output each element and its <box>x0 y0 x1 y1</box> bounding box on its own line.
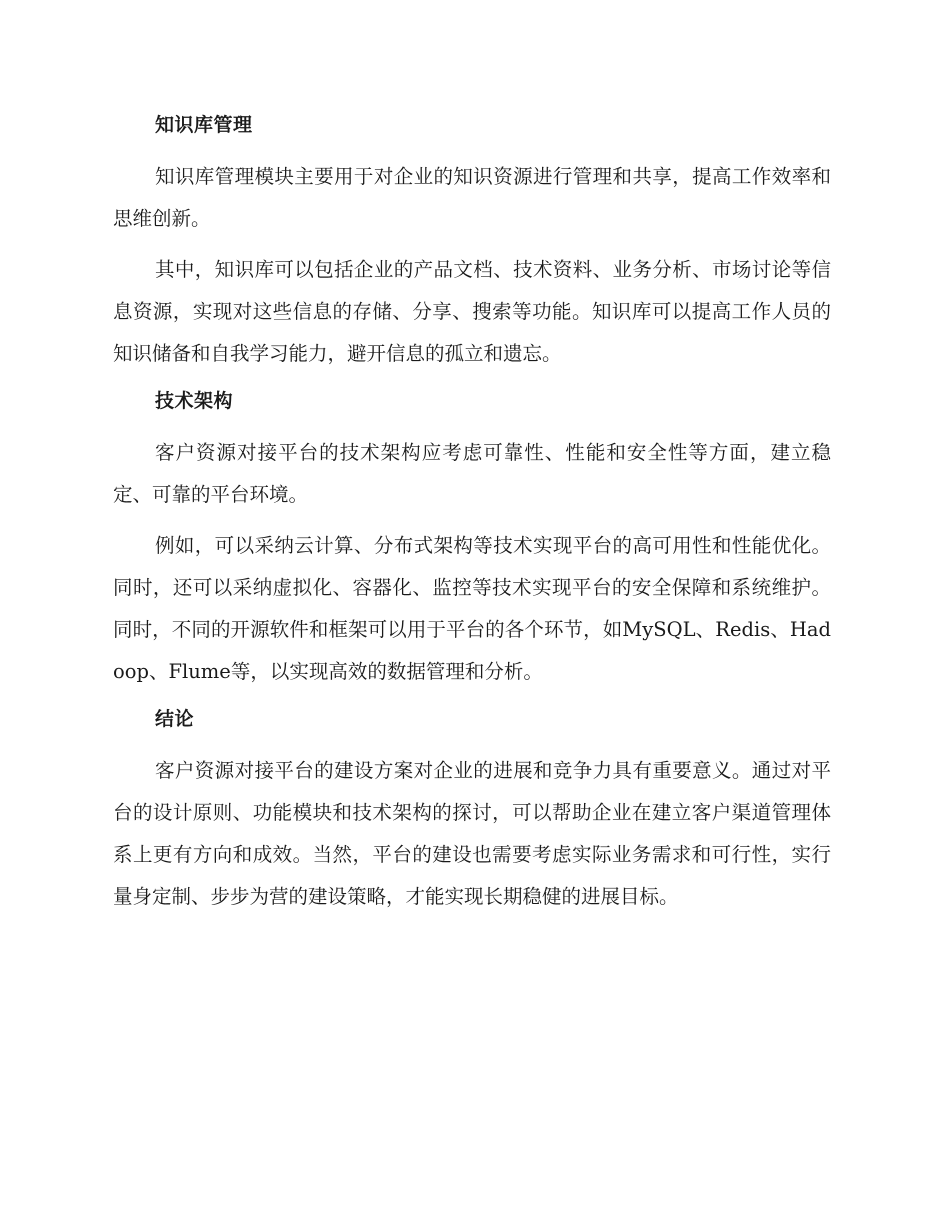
section-conclusion <box>113 702 831 918</box>
document-page <box>113 108 831 918</box>
paragraph: 其中，知识库可以包括企业的产品文档、技术资料、业务分析、市场讨论等信息资源，实现对这些信息的存储、分享、搜索等功能。知识库可以提高工作人员的知识储备和自我学习能力，避开信息的孤立和遗忘。 <box>113 258 831 365</box>
section-heading: 结论 <box>155 708 195 730</box>
section-tech-architecture <box>113 384 831 693</box>
section-heading: 知识库管理 <box>155 114 253 136</box>
paragraph: 客户资源对接平台的技术架构应考虑可靠性、性能和安全性等方面，建立稳定、可靠的平台环境。 <box>113 441 831 506</box>
paragraph: 知识库管理模块主要用于对企业的知识资源进行管理和共享，提高工作效率和思维创新。 <box>113 165 831 230</box>
section-knowledge-base <box>113 108 831 375</box>
paragraph: 例如，可以采纳云计算、分布式架构等技术实现平台的高可用性和性能优化。同时，还可以采纳虚拟化、容器化、监控等技术实现平台的安全保障和系统维护。同时，不同的开源软件和框架可以用于平台的各个环节，如MySQL、Redis、Hadoop、Flume等，以实现高效的数据管理和分析。 <box>113 534 831 683</box>
paragraph: 客户资源对接平台的建设方案对企业的进展和竞争力具有重要意义。通过对平台的设计原则、功能模块和技术架构的探讨，可以帮助企业在建立客户渠道管理体系上更有方向和成效。当然，平台的建设也需要考虑实际业务需求和可行性，实行量身定制、步步为营的建设策略，才能实现长期稳健的进展目标。 <box>113 759 831 908</box>
section-heading: 技术架构 <box>155 390 234 412</box>
